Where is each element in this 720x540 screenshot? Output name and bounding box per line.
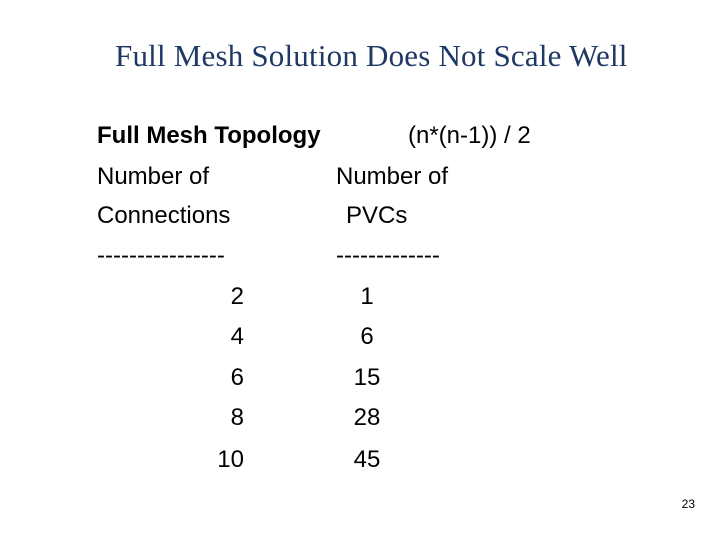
table-row-pvcs: 6 [360,323,374,350]
table-row-pvcs: 45 [353,446,381,473]
left-column-divider: ---------------- [97,242,225,269]
left-column-header-line1: Number of [97,163,210,190]
right-column-header-line2: PVCs [346,202,408,229]
slide-title: Full Mesh Solution Does Not Scale Well [115,38,628,73]
formula: (n*(n-1)) / 2 [408,122,531,149]
right-column-divider: ------------- [336,242,440,269]
left-column-header-line2: Connections [97,202,231,229]
page-number: 23 [681,497,695,511]
table-row-connections: 4 [230,323,244,350]
table-row-connections: 8 [230,404,244,431]
right-column-header-line1: Number of [336,163,449,190]
table-row-pvcs: 15 [353,364,381,391]
table-row-connections: 10 [217,446,244,473]
table-row-pvcs: 1 [360,283,374,310]
table-row-pvcs: 28 [353,404,381,431]
heading-full-mesh-topology: Full Mesh Topology [97,122,321,149]
table-row-connections: 2 [230,283,244,310]
table-row-connections: 6 [230,364,244,391]
